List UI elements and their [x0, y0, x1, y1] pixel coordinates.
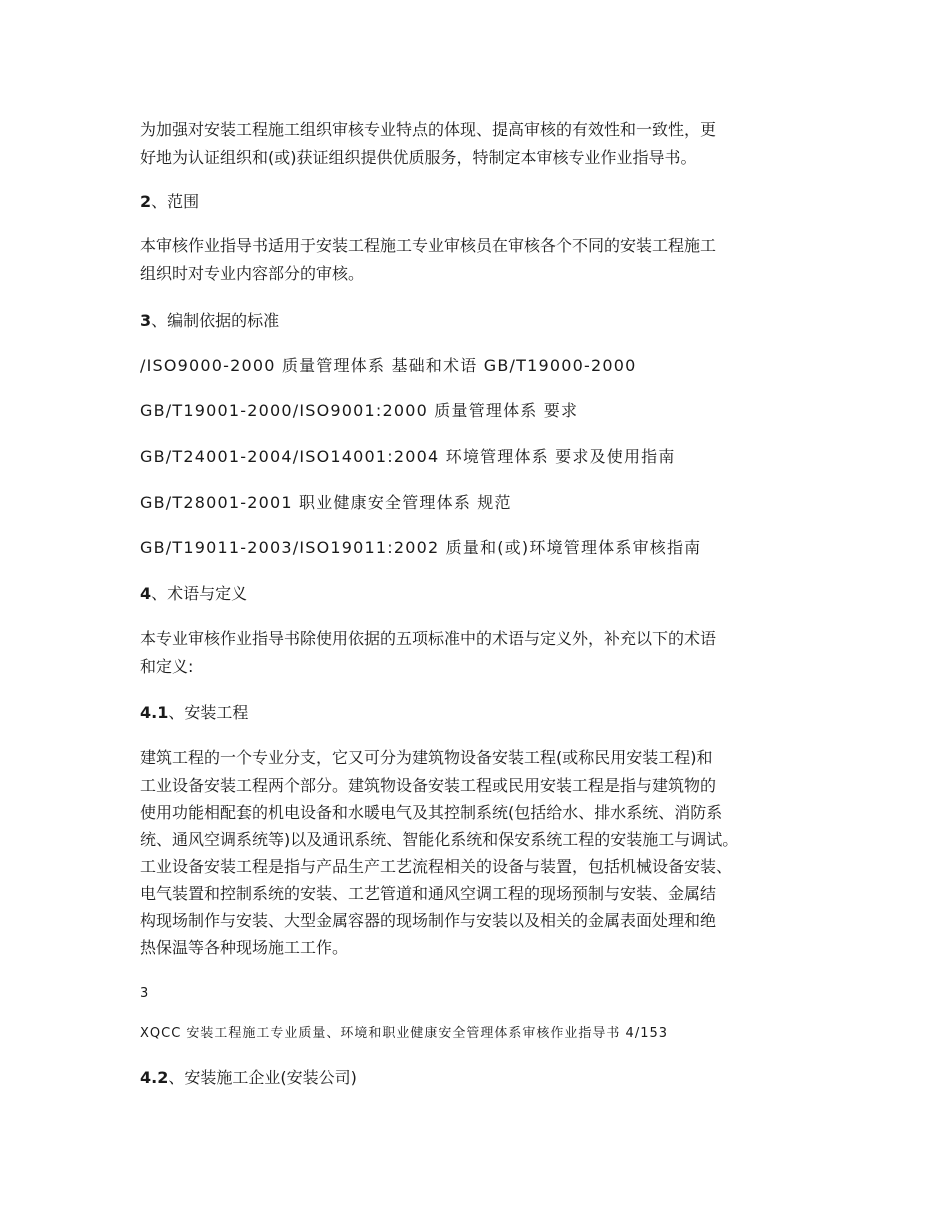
section-4-1-body-line-2: 工业设备安装工程两个部分。建筑物设备安装工程或民用安装工程是指与建筑物的: [140, 776, 717, 795]
section-title: 、范围: [151, 192, 200, 211]
section-title: 、术语与定义: [151, 584, 248, 603]
section-2-body-line-2: 组织时对专业内容部分的审核。: [140, 264, 365, 283]
section-4-2-heading: [140, 1066, 820, 1090]
section-4-body-line-1: 本专业审核作业指导书除使用依据的五项标准中的术语与定义外，补充以下的术语: [140, 629, 717, 648]
intro-line-1: 为加强对安装工程施工组织审核专业特点的体现、提高审核的有效性和一致性，更: [140, 120, 717, 139]
section-2-body-line-1: 本审核作业指导书适用于安装工程施工专业审核员在审核各个不同的安装工程施工: [140, 236, 717, 255]
section-number: 3: [140, 311, 152, 330]
standard-item-4: GB/T28001-2001 职业健康安全管理体系 规范: [140, 493, 512, 512]
intro-line-2: 好地为认证组织和(或)获证组织提供优质服务，特制定本审核专业作业指导书。: [140, 148, 697, 167]
section-4-body-line-2: 和定义:: [140, 657, 194, 676]
section-4-heading: [140, 582, 820, 606]
standard-item-1: /ISO9000-2000 质量管理体系 基础和术语 GB/T19000-2000: [140, 356, 637, 375]
section-3-heading: [140, 309, 820, 333]
page-number: 3: [140, 986, 150, 1001]
section-4-1-body-line-1: 建筑工程的一个专业分支，它又可分为建筑物设备安装工程(或称民用安装工程)和: [140, 748, 713, 767]
section-4-1-body-line-7: 构现场制作与安装、大型金属容器的现场制作与安装以及相关的金属表面处理和绝: [140, 911, 717, 930]
section-4-1-heading: [140, 701, 820, 725]
section-4-1-body-line-5: 工业设备安装工程是指与产品生产工艺流程相关的设备与装置，包括机械设备安装、: [140, 857, 733, 876]
section-title: 、安装工程: [168, 703, 249, 722]
section-number: 4: [140, 584, 152, 603]
section-4-1-body-line-3: 使用功能相配套的机电设备和水暖电气及其控制系统(包括给水、排水系统、消防系: [140, 803, 723, 822]
section-number: 2: [140, 192, 152, 211]
section-number: 4.2: [140, 1068, 169, 1087]
section-title: 、编制依据的标准: [151, 311, 280, 330]
section-2-heading: [140, 190, 820, 214]
standard-item-5: GB/T19011-2003/ISO19011:2002 质量和(或)环境管理体系审核指南: [140, 538, 702, 557]
standard-item-2: GB/T19001-2000/ISO9001:2000 质量管理体系 要求: [140, 401, 579, 420]
standard-item-3: GB/T24001-2004/ISO14001:2004 环境管理体系 要求及使用指南: [140, 447, 676, 466]
section-4-1-body-line-4: 统、通风空调系统等)以及通讯系统、智能化系统和保安系统工程的安装施工与调试。: [140, 830, 739, 849]
section-4-1-body-line-8: 热保温等各种现场施工工作。: [140, 938, 349, 957]
section-title: 、安装施工企业(安装公司): [168, 1068, 357, 1087]
running-header: XQCC 安装工程施工专业质量、环境和职业健康安全管理体系审核作业指导书 4/153: [140, 1026, 669, 1041]
section-number: 4.1: [140, 703, 169, 722]
section-4-1-body-line-6: 电气装置和控制系统的安装、工艺管道和通风空调工程的现场预制与安装、金属结: [140, 884, 717, 903]
